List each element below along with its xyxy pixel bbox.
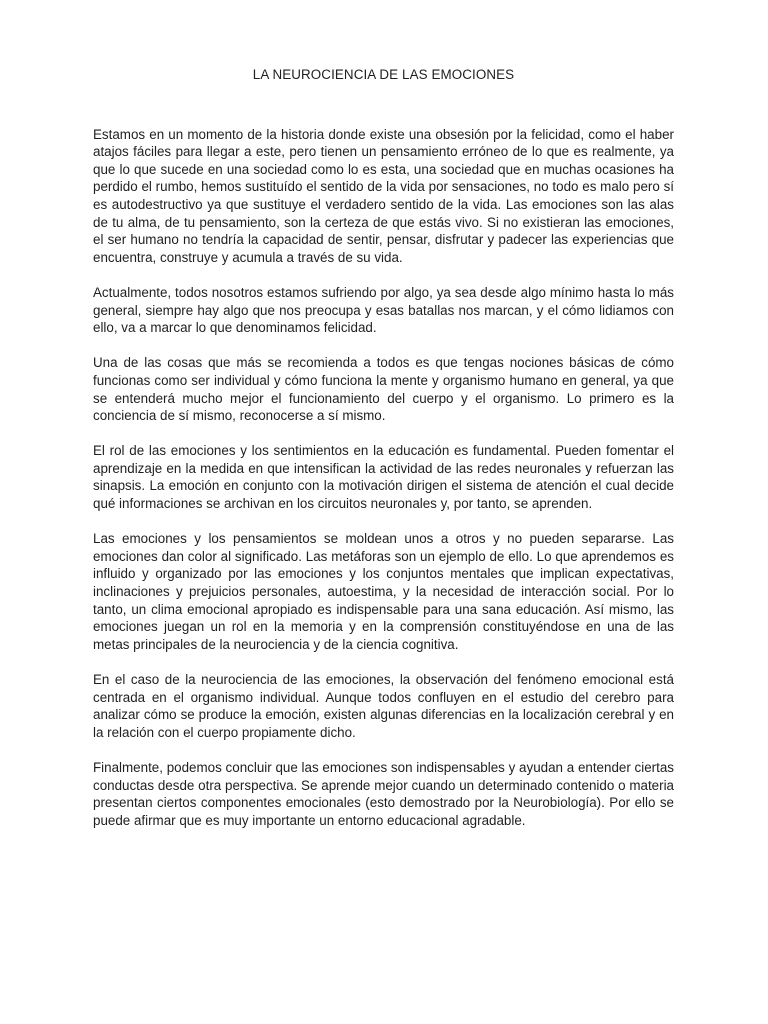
document-page	[93, 66, 674, 847]
paragraph-3: Una de las cosas que más se recomienda a todos es que tengas nociones básicas de cómo funcionas como ser individual y cómo funciona la mente y organismo humano en general, ya que se entenderá mucho mejor el funcionamiento del cuerpo y el organismo. Lo primero es la conciencia de sí mismo, reconocerse a sí mismo.	[93, 355, 674, 424]
paragraph-5: Las emociones y los pensamientos se moldean unos a otros y no pueden separarse. Las emociones dan color al significado. Las metáforas son un ejemplo de ello. Lo que aprendemos es influido y organizado por las emociones y los conjuntos mentales que implican expectativas, inclinaciones y prejuicios personales, autoestima, y la necesidad de interacción social. Por lo tanto, un clima emocional apropiado es indispensable para una sana educación. Así mismo, las emociones juegan un rol en la memoria y en la comprensión constituyéndose en una de las metas principales de la neurociencia y de la ciencia cognitiva.	[93, 531, 674, 652]
paragraph-4: El rol de las emociones y los sentimientos en la educación es fundamental. Pueden fomentar el aprendizaje en la medida en que intensifican la actividad de las redes neuronales y refuerzan las sinapsis. La emoción en conjunto con la motivación dirigen el sistema de atención el cual decide qué informaciones se archivan en los circuitos neuronales y, por tanto, se aprenden.	[93, 443, 674, 512]
paragraph-2: Actualmente, todos nosotros estamos sufriendo por algo, ya sea desde algo mínimo hasta lo más general, siempre hay algo que nos preocupa y esas batallas nos marcan, y el cómo lidiamos con ello, va a marcar lo que denominamos felicidad.	[93, 284, 674, 336]
paragraph-1: Estamos en un momento de la historia donde existe una obsesión por la felicidad, como el haber atajos fáciles para llegar a este, pero tienen un pensamiento erróneo de lo que es realmente, ya que lo que sucede en una sociedad como lo es esta, una sociedad que en muchas ocasiones ha perdido el rumbo, hemos sustituído el sentido de la vida por sensaciones, no todo es malo pero sí es autodestructivo ya que sustituye el verdadero sentido de la vida. Las emociones son las alas de tu alma, de tu pensamiento, son la certeza de que estás vivo. Si no existieran las emociones, el ser humano no tendría la capacidad de sentir, pensar, disfrutar y padecer las experiencias que encuentra, construye y acumula a través de su vida.	[93, 126, 674, 265]
paragraph-6: En el caso de la neurociencia de las emociones, la observación del fenómeno emocional está centrada en el organismo individual. Aunque todos confluyen en el estudio del cerebro para analizar cómo se produce la emoción, existen algunas diferencias en la localización cerebral y en la relación con el cuerpo propiamente dicho.	[93, 672, 674, 740]
document-title: LA NEUROCIENCIA DE LAS EMOCIONES	[252, 67, 515, 82]
paragraph-7: Finalmente, podemos concluir que las emociones son indispensables y ayudan a entender ciertas conductas desde otra perspectiva. Se aprende mejor cuando un determinado contenido o materia presentan ciertos componentes emocionales (esto demostrado por la Neurobiología). Por ello se puede afirmar que es muy importante un entorno educacional agradable.	[93, 759, 674, 828]
